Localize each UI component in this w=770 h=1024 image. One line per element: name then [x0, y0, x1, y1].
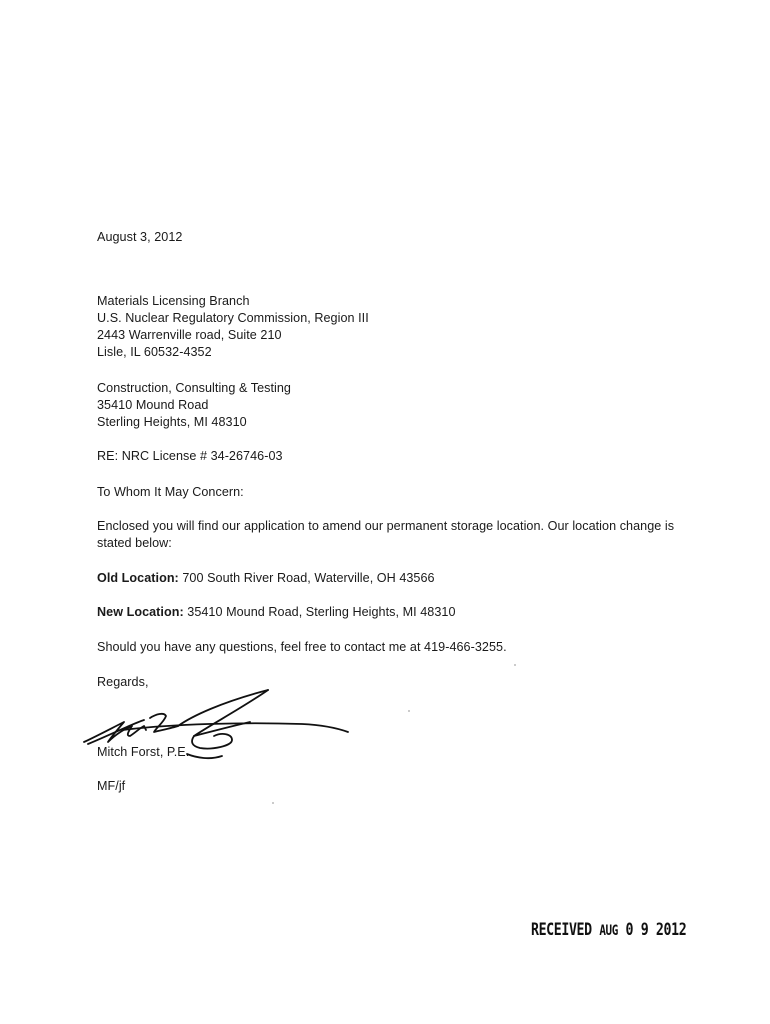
scan-speck: [272, 802, 274, 804]
new-location-value: 35410 Mound Road, Sterling Heights, MI 48310: [183, 605, 456, 619]
salutation: To Whom It May Concern:: [97, 485, 244, 499]
new-location: [97, 604, 456, 621]
initials: MF/jf: [97, 779, 126, 793]
closing: Regards,: [97, 675, 149, 689]
old-location-label: Old Location:: [97, 571, 179, 585]
subject-line: RE: NRC License # 34-26746-03: [97, 449, 283, 463]
scan-speck: [514, 664, 516, 666]
stamp-year: 2012: [655, 920, 687, 940]
recipient-line-4: Lisle, IL 60532-4352: [97, 345, 212, 359]
recipient-line-1: Materials Licensing Branch: [97, 294, 250, 308]
stamp-received: RECEIVED: [531, 920, 592, 940]
new-location-label: New Location:: [97, 605, 184, 619]
recipient-address: [97, 293, 369, 361]
sender-line-2: 35410 Mound Road: [97, 398, 209, 412]
contact-line: Should you have any questions, feel free to contact me at 419-466-3255.: [97, 640, 507, 654]
received-stamp: [531, 920, 686, 940]
recipient-line-3: 2443 Warrenville road, Suite 210: [97, 328, 282, 342]
sender-line-1: Construction, Consulting & Testing: [97, 381, 291, 395]
body-line-1: Enclosed you will find our application to amend our permanent storage location. Our location change is: [97, 519, 675, 533]
sender-address: [97, 380, 291, 431]
signer-name: Mitch Forst, P.E.: [97, 745, 190, 759]
scan-speck: [408, 710, 410, 712]
sender-line-3: Sterling Heights, MI 48310: [97, 415, 247, 429]
recipient-line-2: U.S. Nuclear Regulatory Commission, Region III: [97, 311, 369, 325]
letter-date: August 3, 2012: [97, 230, 183, 244]
old-location-value: 700 South River Road, Waterville, OH 43566: [178, 571, 435, 585]
body-paragraph: [97, 518, 674, 552]
stamp-day: 0 9: [625, 920, 649, 940]
stamp-month: AUG: [599, 923, 618, 939]
body-line-2: stated below:: [97, 536, 172, 550]
old-location: [97, 570, 435, 587]
